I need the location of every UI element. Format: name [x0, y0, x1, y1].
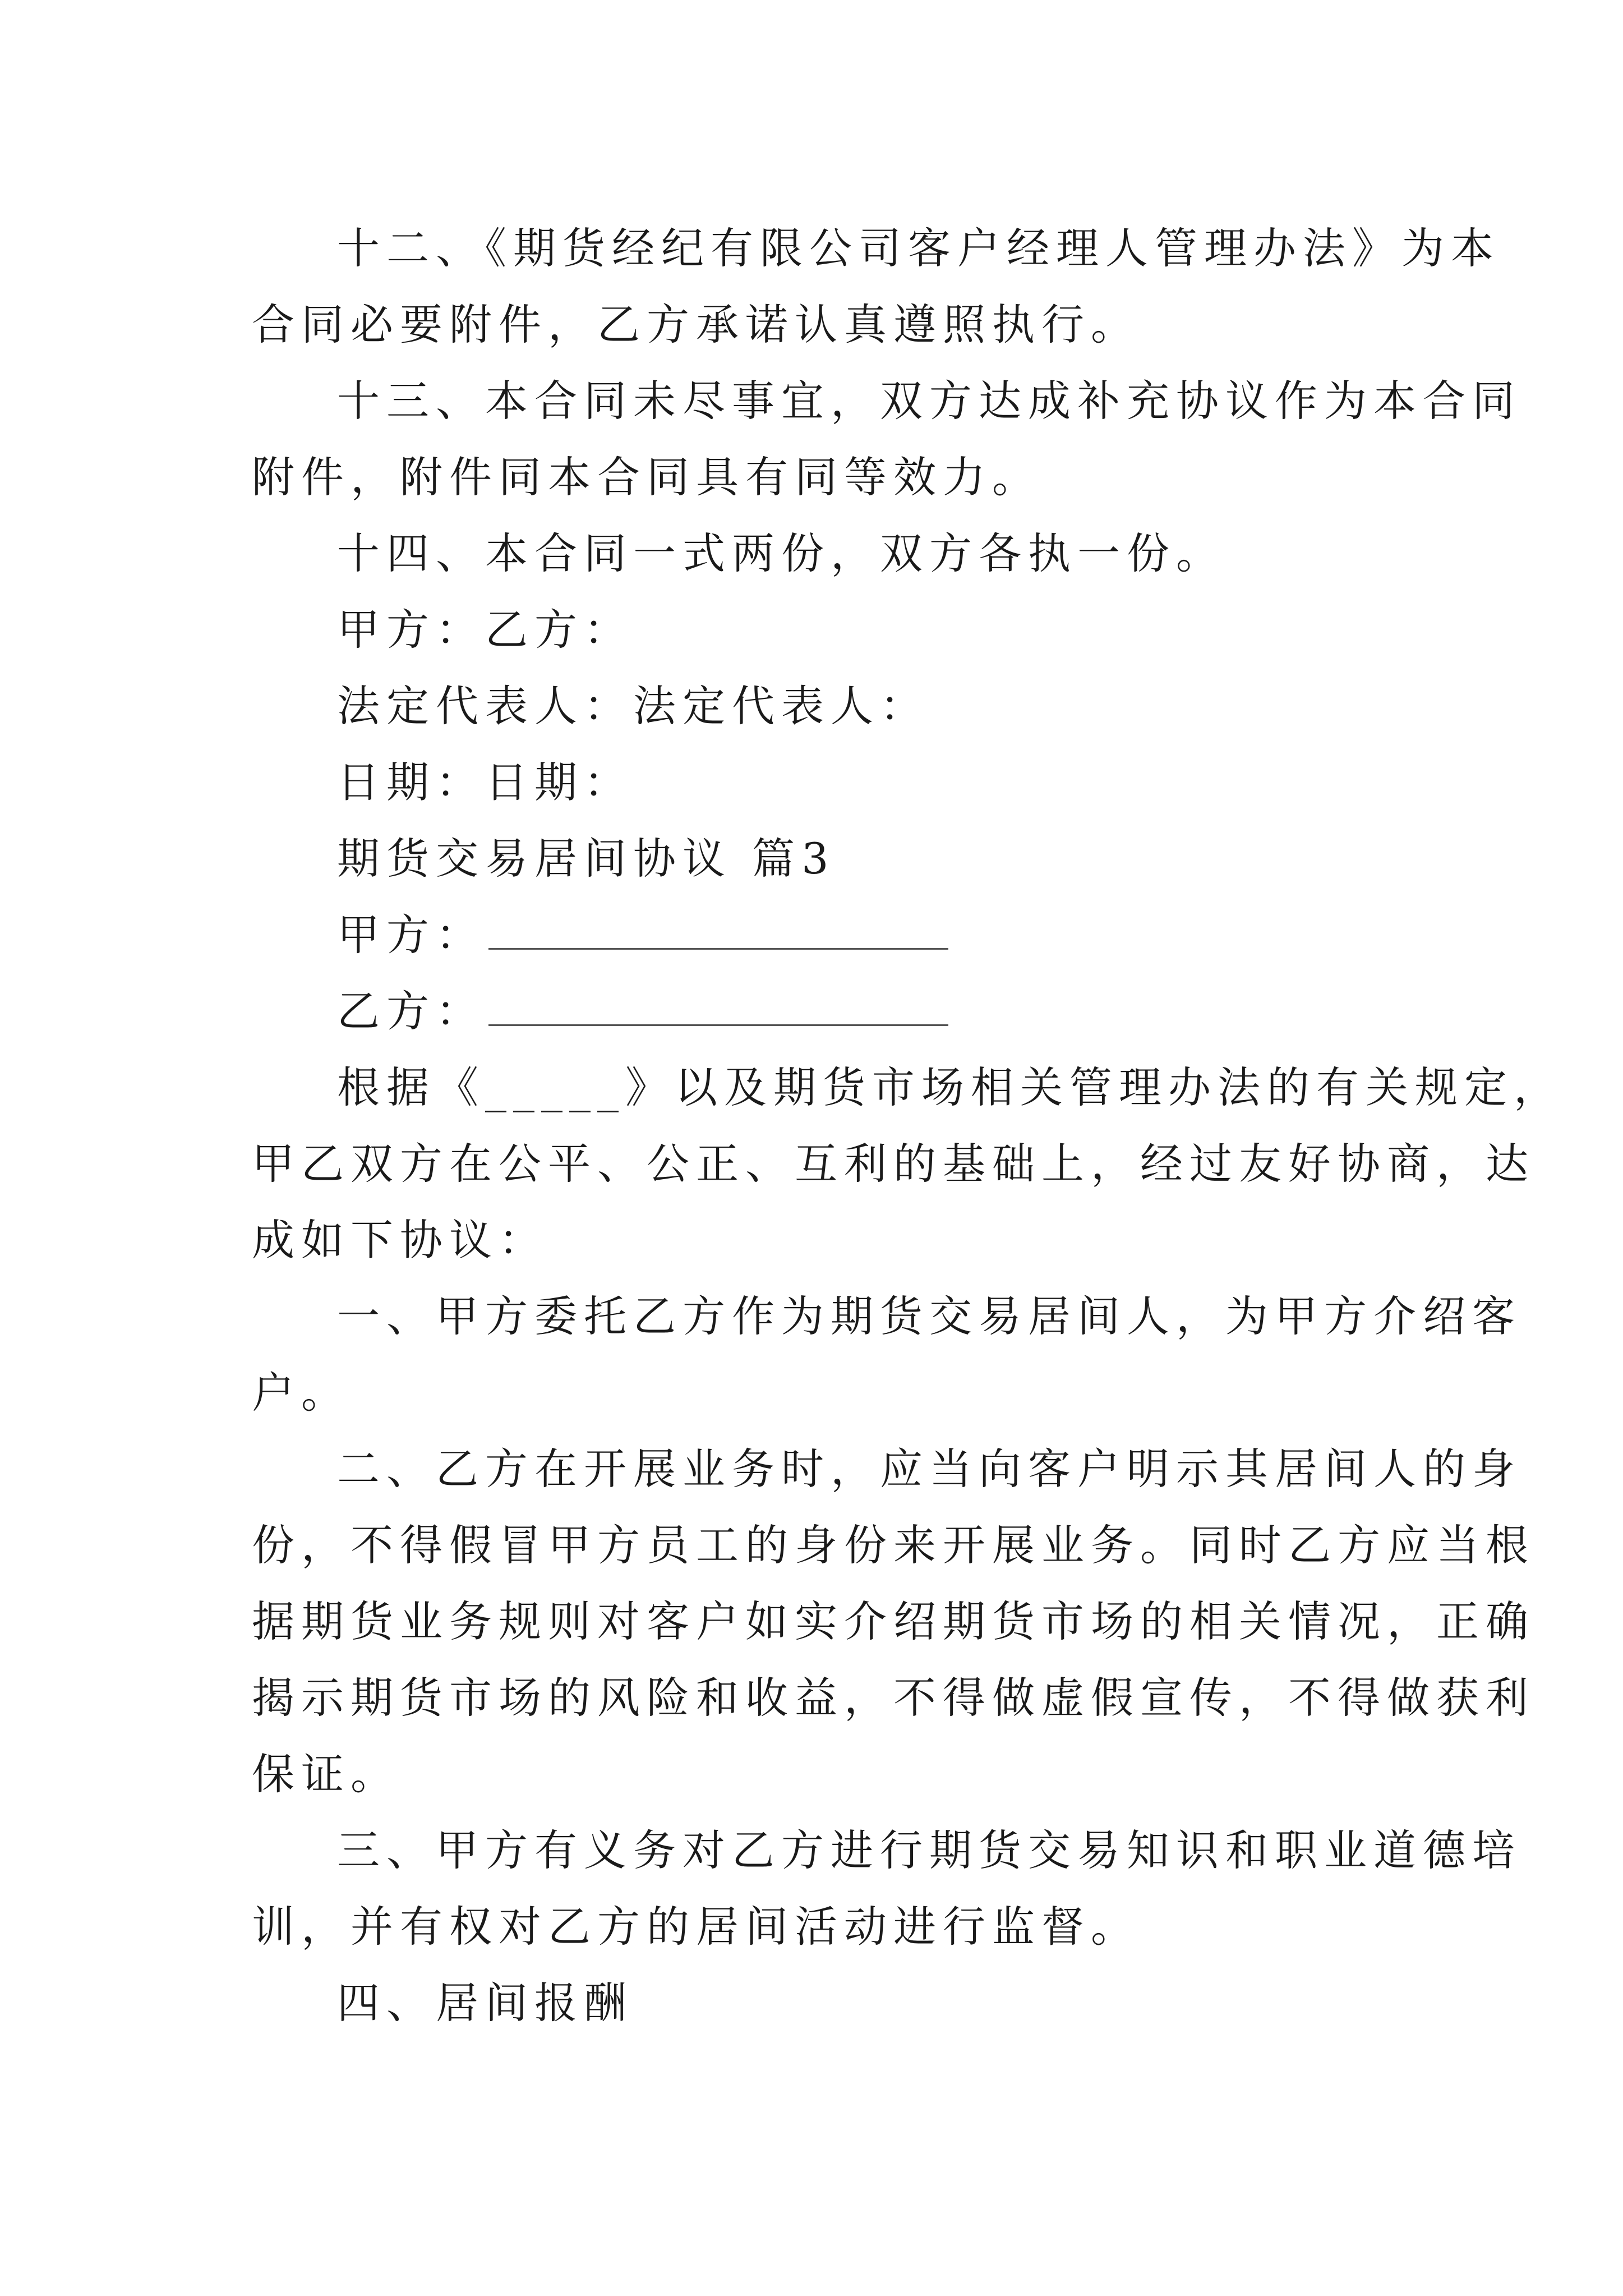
paragraph-line: 十二、《期货经纪有限公司客户经理人管理办法》为本	[337, 223, 1500, 273]
paragraph-line: 户。	[252, 1368, 351, 1418]
document-body	[252, 210, 1563, 2041]
paragraph-line: 揭示期货市场的风险和收益，不得做虚假宣传，不得做获利	[252, 1673, 1535, 1723]
signature-representative-line: 法定代表人：法定代表人：	[337, 681, 929, 731]
section-title: 期货交易居间协议 篇3	[337, 834, 836, 884]
paragraph-line: 保证。	[252, 1749, 400, 1799]
signature-party-line: 甲方：乙方：	[337, 605, 633, 655]
paragraph-line: 十四、本合同一式两份，双方各执一份。	[337, 528, 1225, 578]
party-a-field: 甲方：	[252, 897, 1385, 973]
paragraph-line: 合同必要附件，乙方承诺认真遵照执行。	[252, 300, 1140, 349]
paragraph-line: 二、乙方在开展业务时，应当向客户明示其居间人的身	[337, 1444, 1521, 1494]
paragraph-line: 据期货业务规则对客户如实介绍期货市场的相关情况，正确	[252, 1596, 1535, 1646]
party-b-field: 乙方：	[252, 973, 1385, 1050]
paragraph-line: 甲乙双方在公平、公正、互利的基础上，经过友好协商，达	[252, 1139, 1535, 1189]
paragraph-line: 四、居间报酬	[337, 1978, 633, 2028]
party-b-blank	[488, 992, 948, 1026]
paragraph-line: 一、甲方委托乙方作为期货交易居间人，为甲方介绍客	[337, 1291, 1521, 1341]
paragraph-line: 成如下协议：	[252, 1215, 548, 1265]
paragraph-line: 附件，附件同本合同具有同等效力。	[252, 452, 1041, 502]
paragraph-line: 训，并有权对乙方的居间活动进行监督。	[252, 1902, 1140, 1952]
party-a-blank	[488, 915, 948, 950]
paragraph-line: 根据《_____》以及期货市场相关管理办法的有关规定，	[337, 1062, 1563, 1112]
paragraph-line: 三、甲方有义务对乙方进行期货交易知识和职业道德培	[337, 1825, 1521, 1875]
paragraph-line: 十三、本合同未尽事宜，双方达成补充协议作为本合同	[337, 376, 1521, 426]
signature-date-line: 日期：日期：	[337, 757, 633, 807]
paragraph-line: 份，不得假冒甲方员工的身份来开展业务。同时乙方应当根	[252, 1520, 1535, 1570]
